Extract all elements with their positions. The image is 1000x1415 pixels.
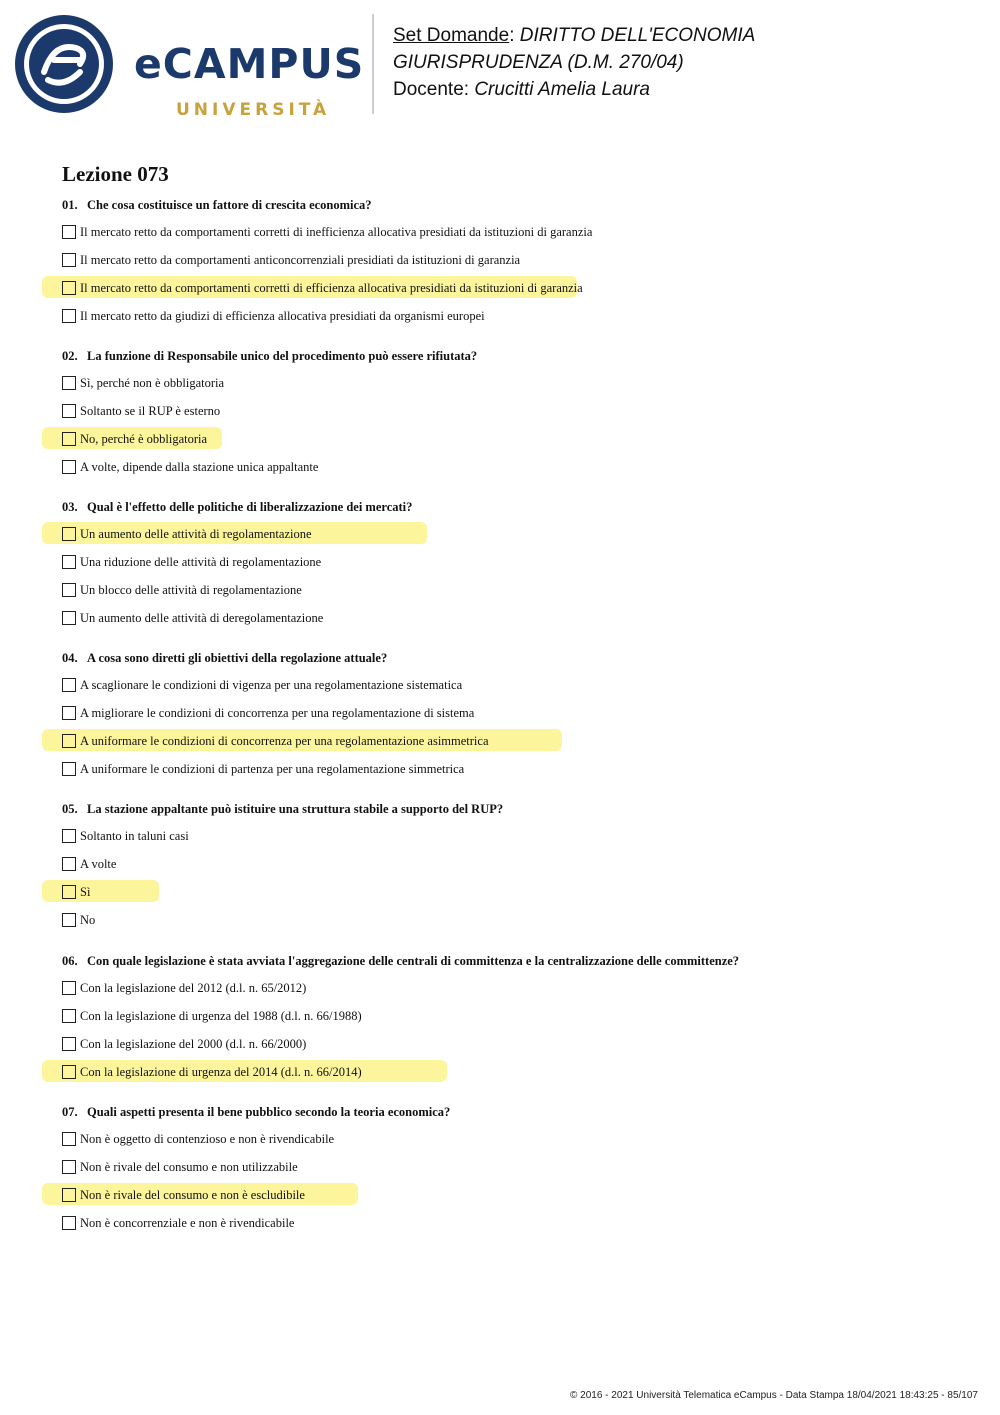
answer-checkbox[interactable] [62,281,76,295]
answer-checkbox[interactable] [62,611,76,625]
answer-text: Il mercato retto da comportamenti corretti di inefficienza allocativa presidiati da istituzioni di garanzia [80,225,593,239]
question-number: 07. [62,1105,78,1119]
question-text: Quali aspetti presenta il bene pubblico secondo la teoria economica? [87,1105,451,1119]
course-name: GIURISPRUDENZA (D.M. 270/04) [393,52,684,73]
answer-text: No [80,913,96,927]
question-3 [62,500,412,515]
answer-text: A uniformare le condizioni di concorrenza per una regolamentazione asimmetrica [80,734,489,748]
answer-checkbox[interactable] [62,885,76,899]
answer-checkbox[interactable] [62,734,76,748]
question-text: Qual è l'effetto delle politiche di liberalizzazione dei mercati? [87,500,413,514]
answer-checkbox[interactable] [62,981,76,995]
answer-checkbox[interactable] [62,1160,76,1174]
question-number: 05. [62,802,78,816]
question-text: La funzione di Responsabile unico del procedimento può essere rifiutata? [87,349,478,363]
header-divider [372,14,374,114]
set-separator: : [509,25,520,46]
teacher-line [393,76,755,103]
answer-text: Il mercato retto da giudizi di efficienza allocativa presidiati da organismi europei [80,309,485,323]
question-5 [62,802,503,817]
answer-text: Sì, perché non è obbligatoria [80,376,225,390]
answer-text: Una riduzione delle attività di regolamentazione [80,555,322,569]
answer-highlight [42,880,159,902]
answer-text: Non è rivale del consumo e non è escludibile [80,1188,305,1202]
answer-text: A uniformare le condizioni di partenza per una regolamentazione simmetrica [80,762,465,776]
answer-text: Con la legislazione del 2012 (d.l. n. 65/2012) [80,981,307,995]
answer-text: Sì [80,885,91,899]
question-1 [62,198,372,213]
answer-checkbox[interactable] [62,706,76,720]
lesson-title: Lezione 073 [62,162,169,186]
answer-text: Un aumento delle attività di regolamentazione [80,527,312,541]
answer-checkbox[interactable] [62,432,76,446]
answer-checkbox[interactable] [62,253,76,267]
answer-text: A scaglionare le condizioni di vigenza per una regolamentazione sistematica [80,678,463,692]
answer-checkbox[interactable] [62,762,76,776]
question-number: 04. [62,651,78,665]
answer-checkbox[interactable] [62,583,76,597]
answer-checkbox[interactable] [62,1065,76,1079]
university-seal-icon [14,14,114,114]
answer-text: Con la legislazione di urgenza del 1988 (d.l. n. 66/1988) [80,1009,362,1023]
answer-checkbox[interactable] [62,857,76,871]
question-number: 01. [62,198,78,212]
answer-checkbox[interactable] [62,678,76,692]
answer-checkbox[interactable] [62,1009,76,1023]
answer-checkbox[interactable] [62,309,76,323]
teacher-name: Crucitti Amelia Laura [474,79,650,100]
answer-text: A volte, dipende dalla stazione unica appaltante [80,460,319,474]
question-text: A cosa sono diretti gli obiettivi della regolazione attuale? [87,651,388,665]
answer-checkbox[interactable] [62,225,76,239]
answer-checkbox[interactable] [62,527,76,541]
answer-checkbox[interactable] [62,1037,76,1051]
answer-checkbox[interactable] [62,555,76,569]
question-text: La stazione appaltante può istituire una struttura stabile a supporto del RUP? [87,802,504,816]
question-6 [62,954,739,969]
logo-wordmark: eCAMPUS [134,40,365,88]
question-7 [62,1105,450,1120]
answer-text: A volte [80,857,117,871]
set-label: Set Domande [393,25,510,46]
question-number: 03. [62,500,78,514]
answer-text: A migliorare le condizioni di concorrenza per una regolamentazione di sistema [80,706,475,720]
question-number: 06. [62,954,78,968]
question-number: 02. [62,349,78,363]
answer-checkbox[interactable] [62,829,76,843]
logo-subtitle: UNIVERSITÀ [176,100,331,120]
answer-checkbox[interactable] [62,460,76,474]
answer-text: Soltanto in taluni casi [80,829,189,843]
answer-text: No, perché è obbligatoria [80,432,208,446]
answer-checkbox[interactable] [62,913,76,927]
answer-text: Non è oggetto di contenzioso e non è rivendicabile [80,1132,335,1146]
answer-text: Il mercato retto da comportamenti corretti di efficienza allocativa presidiati da istituzioni di garanzia [80,281,583,295]
question-2 [62,349,477,364]
answer-checkbox[interactable] [62,1216,76,1230]
answer-text: Con la legislazione di urgenza del 2014 (d.l. n. 66/2014) [80,1065,362,1079]
answer-text: Non è rivale del consumo e non utilizzabile [80,1160,298,1174]
question-text: Con quale legislazione è stata avviata l'aggregazione delle centrali di committenza e la centralizzazione delle committenze? [87,954,740,968]
ecampus-logo [14,14,365,120]
question-4 [62,651,387,666]
page-footer: © 2016 - 2021 Università Telematica eCampus - Data Stampa 18/04/2021 18:43:25 - 85/107 [570,1390,978,1401]
set-line [393,22,755,49]
answer-text: Un blocco delle attività di regolamentazione [80,583,302,597]
header-info [393,22,755,103]
answer-checkbox[interactable] [62,376,76,390]
answer-checkbox[interactable] [62,1188,76,1202]
teacher-label: Docente: [393,79,475,100]
set-title: DIRITTO DELL'ECONOMIA [519,25,756,46]
answer-text: Non è concorrenziale e non è rivendicabile [80,1216,295,1230]
answer-checkbox[interactable] [62,1132,76,1146]
answer-text: Soltanto se il RUP è esterno [80,404,221,418]
answer-text: Un aumento delle attività di deregolamentazione [80,611,324,625]
answer-checkbox[interactable] [62,404,76,418]
question-text: Che cosa costituisce un fattore di crescita economica? [87,198,372,212]
answer-text: Il mercato retto da comportamenti anticoncorrenziali presidiati da istituzioni di garanzia [80,253,521,267]
answer-text: Con la legislazione del 2000 (d.l. n. 66/2000) [80,1037,307,1051]
